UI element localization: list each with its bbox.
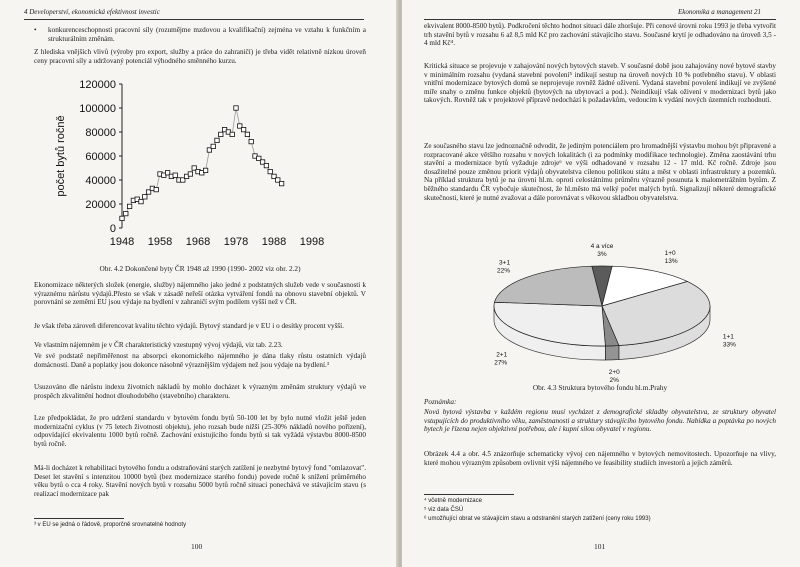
y-tick-label: 40000 — [85, 175, 116, 187]
data-point — [279, 181, 283, 185]
left-body-paragraph: Má-li docházet k rehabilitaci bytového fondu a odstraňování starých zatížení je nezbytné bytový fond "omlazovat". Deset let stavění s intenzitou 10000 bytů (bez modernizace starého fondu) povede ročně k snížení průměrného věku bytů o cca 4 roky. Stavění nových bytů v rozsahu 5000 bytů ročně situaci ponechává ve stávajícím stavu (s realizací modernizace pak — [34, 464, 366, 498]
note-text: Nová bytová výstavba v každém regionu musí vycházet z demografické skladby obyvatelstva, ze struktury obyvatel vstupujících do produktivního věku, zaměstnanosti a struktury stávajícího bytového fondu. Nabídka a poptávka po nových bytech je řízena nejen objektivní potřebou, ale i kupní silou obyvatel v regionu. — [424, 408, 776, 434]
right-page — [402, 0, 800, 567]
data-point — [127, 204, 131, 208]
pie-percent-label: 3% — [597, 251, 607, 258]
right-paragraph-3: Obrázek 4.4 a obr. 4.5 znázorňuje schematicky vývoj cen nájemného v bytových nemovitostech. Upozorňuje na vlivy, které mohou výrazným způsobem ovlivnit výši nájemného ve feasibility studiích investorů a jejich záměrů. — [424, 450, 776, 467]
left-body-paragraph: Lze předpokládat, že pro udržení standardu v bytovém fondu bytů 50-100 let by bylo nutné vložit ještě jeden modernizační cyklus (v 75 letech životnosti objektu), jeho rozsah bude nižší (25-30% nákladů nového pořízení), odpovídající ekvivalentu 1000 bytů ročně. Zachování existujícího fondu bytů si tak vyžádá výstavbu 8000-8500 bytů ročně. — [34, 414, 366, 448]
data-point — [120, 216, 124, 220]
pie-percent-label: 22% — [497, 267, 511, 275]
data-point — [173, 173, 177, 177]
left-paragraph-1: Z hlediska vnějších vlivů (výroby pro export, služby a práce do zahraničí) je třeba vidět relativně nízkou úroveň ceny pracovní síly a udržovaný potenciál výhodného směnného kurzu. — [34, 48, 366, 65]
left-body-paragraph: Ve své podstatě nepřiměřenost na absorpci ekonomického nájemného je dána tlaky růstu ostatních výdajů domácností. Daně a poplatky jsou dokonce násobně výraznějším výdajem než jsou výdaje na bydlení.³ — [34, 352, 366, 369]
data-point — [124, 211, 128, 215]
data-point — [211, 144, 215, 148]
x-tick-label: 1988 — [261, 236, 287, 248]
data-point — [139, 199, 143, 203]
housing-stock-pie-chart — [462, 243, 742, 384]
pie-percent-label: 13% — [664, 257, 678, 265]
right-footnote-rule — [424, 494, 514, 495]
pie-percent-label: 2% — [609, 376, 619, 384]
data-point — [219, 132, 223, 136]
pie-category-label: 1+1 — [722, 333, 734, 341]
left-page-number: 100 — [191, 542, 203, 551]
data-point — [215, 138, 219, 142]
left-running-header: 4 Developerství, ekonomická efektivnost investic — [24, 8, 160, 16]
right-paragraph-0: ekvivalent 8000-8500 bytů). Podkročení těchto hodnot situaci dále zhoršuje. Při cenové úrovni roku 1993 je třeba vytvořit trh stavění bytů v rozsahu 6 až 8,5 mld Kč pro zachování stávajícího stavu. Současné krytí je odhadováno na úroveň 3,5 - 4 mld Kč⁴. — [424, 22, 776, 48]
pie-category-label: 1+0 — [664, 249, 676, 257]
pie-category-label: 2+1 — [496, 351, 508, 359]
data-point — [203, 168, 207, 172]
data-point — [234, 106, 238, 110]
y-tick-label: 80000 — [85, 127, 116, 139]
right-footnote-1: ⁴ včetně modernizace — [424, 498, 482, 504]
x-tick-label: 1968 — [185, 236, 211, 248]
pie-category-label: 2+0 — [608, 368, 620, 376]
data-point — [245, 132, 249, 136]
y-tick-label: 0 — [109, 223, 116, 235]
figure-4-3-caption: Obr. 4.3 Struktura bytového fondu hl.m.Prahy — [532, 383, 668, 392]
right-footnote-3: ⁶ umožňující obrat ve stávajícím stavu a odstranění starých zatížení (ceny roku 1993) — [424, 516, 651, 522]
data-point — [143, 195, 147, 199]
right-paragraph-2: Ze současného stavu lze jednoznačně odvodit, že jediným potenciálem pro hromadnější výstavbu mohou být připravené a rozpracované akce většího rozsahu v nových lokalitách (i za podmínky modifikace technologie). Změna zaostávání trhu stavění a modernizace bytů vyžaduje zdroje⁶ ve výši odhadované v rozsahu 12 - 17 mld. Kč ročně. Zdroje jsou dosažitelné pouze změnou priorit výdajů obyvatelstva cílenou politikou státu a měst v oblasti infrastruktury a pozemků. Na příklad struktura bytů je na úrovni hl.m. oproti celostátnímu průměru výrazně posunuta k malometrážním bytům. Z běžného standardu ČR vybočuje skutečnost, že hl.město má velký počet malých bytů. Signalizují některé demografické skutečnosti, které je nutné zvažovat a dále porovnávat s věkovou skladbou obyvatelstva. — [424, 142, 776, 202]
data-point — [268, 169, 272, 173]
left-body-paragraph: Ve vlastním nájemném je v ČR charakteristický vzestupný vývoj výdajů, viz tab. 2.23. — [34, 341, 283, 349]
left-footnote-rule — [34, 518, 124, 519]
left-body-paragraph: Ekonomizace některých složek (energie, služby) nájemného jako jedné z podstatných služeb vede v současnosti k výraznému nárůstu výdajů.Přesto se však v zásadě neřeší otázka vytváření fondů na obnovu stavební objektů. V porovnání se zeměmi EU jsou výdaje na bydlení v zahraničí svým podílem vyšší než v ČR. — [34, 281, 366, 307]
completed-flats-scatter-chart — [40, 72, 360, 258]
note-title: Poznámka: — [424, 398, 457, 406]
x-tick-label: 1948 — [109, 236, 135, 248]
left-body-paragraph: Je však třeba zároveň diferencovat kvalitu těchto výdajů. Bytový standard je v EU i o desítky procent vyšší. — [34, 322, 344, 330]
y-tick-label: 20000 — [85, 199, 116, 211]
data-point — [230, 132, 234, 136]
pie-percent-label: 27% — [494, 359, 508, 367]
pie-category-label: 3+1 — [499, 259, 511, 267]
right-paragraph-1: Kritická situace se projevuje v zahajování nových bytových staveb. V současné době jsou zahajovány nové bytové stavby v minimálním rozsahu (vydaná stavební povolení⁵ indikují sestup na úroveň nových 10 % potřebného stavu). V oblasti vnitřní modernizace bytových domů se neprojevuje rovněž žádné oživení. Vydaná stavební povolení indikují ve zvýšené míře snahy o změnu funkce objektů (bytových na ubytovací a pod.). Neindikují však oživení v modernizaci bytů jako takových. Rovněž tak v projektové přípravě nedochází k požadavkům, vedoucím k vydání nových územních rozhodnutí. — [424, 62, 776, 105]
data-point — [154, 187, 158, 191]
left-page — [0, 0, 398, 567]
pie-category-label: 4 a více — [590, 243, 614, 250]
data-point — [188, 172, 192, 176]
bullet-marker: • — [34, 26, 37, 34]
right-header-rule — [424, 19, 776, 20]
data-point — [249, 139, 253, 143]
bullet-text: konkurenceschopnosti pracovní síly (rozumějme mzdovou a kvalifikační) zejména ve vztahu k funkčním a strukturálním změnám. — [48, 26, 366, 43]
x-tick-label: 1998 — [299, 236, 325, 248]
left-header-rule — [24, 19, 364, 20]
y-axis-label: počet bytů ročně — [55, 115, 67, 197]
pie-slice-side — [605, 346, 619, 360]
data-point — [241, 127, 245, 131]
pie-slice — [494, 266, 602, 306]
y-tick-label: 100000 — [79, 103, 116, 115]
right-running-header: Ekonomika a management 21 — [678, 8, 762, 16]
x-tick-label: 1978 — [223, 236, 249, 248]
left-footnote: ³ v EU se jedná o řádově, proporčně srovnatelné hodnoty — [34, 522, 187, 528]
figure-4-2-caption: Obr. 4.2 Dokončené byty ČR 1948 až 1990 (1990- 2002 viz obr. 2.2) — [99, 264, 301, 273]
series-trend-line — [122, 108, 282, 218]
x-tick-label: 1958 — [147, 236, 173, 248]
right-page-number: 101 — [594, 542, 606, 551]
left-body-paragraph: Usuzováno dle nárůstu indexu životních nákladů by mohlo docházet k výrazným změnám struktury výdajů ve prospěch zkvalitnění hodnot dlouhodobého (stavebního) charakteru. — [34, 383, 366, 400]
y-tick-label: 120000 — [79, 79, 116, 91]
pie-percent-label: 33% — [722, 341, 736, 349]
y-tick-label: 60000 — [85, 151, 116, 163]
right-footnote-2: ⁵ viz data ČSÚ — [424, 507, 464, 513]
data-point — [264, 163, 268, 167]
